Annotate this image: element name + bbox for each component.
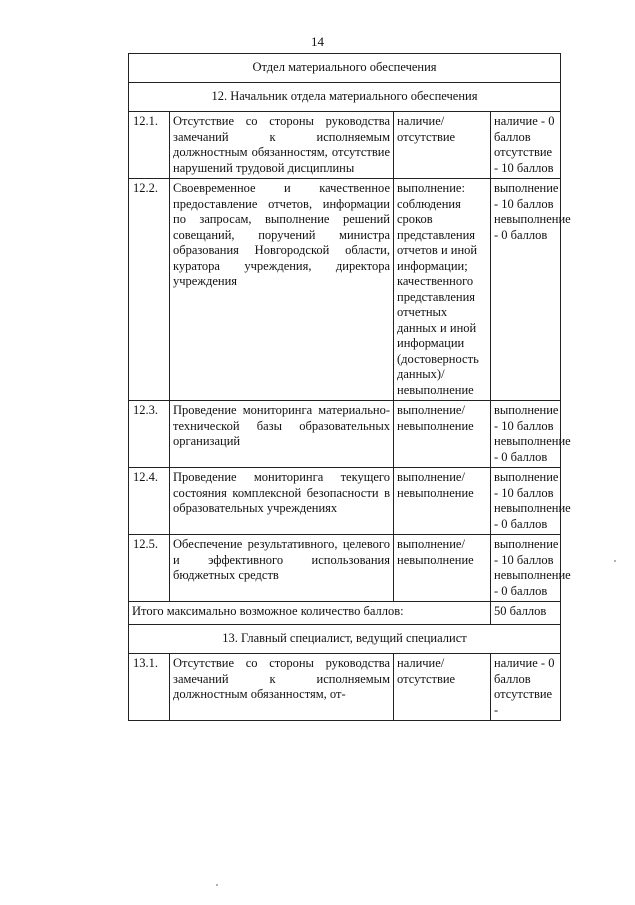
scan-speck bbox=[614, 560, 616, 562]
row-number: 13.1. bbox=[129, 654, 170, 721]
table-row bbox=[129, 535, 561, 602]
indicator-cell: выполнение/невыполнение bbox=[394, 401, 491, 468]
section-title: 13. Главный специалист, ведущий специалист bbox=[129, 625, 561, 654]
indicator-cell: наличие/отсутствие bbox=[394, 654, 491, 721]
criteria-table bbox=[128, 53, 571, 721]
score-cell: наличие - 0 баллов отсутствие - 10 баллов bbox=[491, 112, 561, 179]
score-cell: выполнение - 10 баллов невыполнение - 0 баллов bbox=[491, 468, 561, 535]
page-number: 14 bbox=[311, 34, 324, 49]
indicator-cell: выполнение/невыполнение bbox=[394, 535, 491, 602]
criterion-cell: Обеспечение результативного, целевого и эффективного использования бюджетных средств bbox=[170, 535, 394, 602]
score-cell: выполнение - 10 баллов невыполнение - 0 баллов bbox=[491, 535, 561, 602]
table-row bbox=[129, 401, 561, 468]
row-number: 12.4. bbox=[129, 468, 170, 535]
department-title: Отдел материального обеспечения bbox=[129, 54, 561, 83]
scan-speck bbox=[216, 884, 218, 886]
score-cell: наличие - 0 баллов отсутствие - bbox=[491, 654, 561, 721]
indicator-cell: выполнение: соблюдения сроков представления отчетов и иной информации; качественного представления отчетных данных и иной информации (достоверность данных)/невыполнение bbox=[394, 179, 491, 401]
table-row bbox=[129, 112, 561, 179]
row-number: 12.5. bbox=[129, 535, 170, 602]
indicator-cell: выполнение/невыполнение bbox=[394, 468, 491, 535]
table-row bbox=[129, 468, 561, 535]
indicator-cell: наличие/отсутствие bbox=[394, 112, 491, 179]
table-row bbox=[129, 179, 561, 401]
criterion-cell: Своевременное и качественное предоставление отчетов, информации по запросам, выполнение решений совещаний, поручений министра образования Новгородской области, куратора учреждения, директора учреждения bbox=[170, 179, 394, 401]
section-title: 12. Начальник отдела материального обеспечения bbox=[129, 83, 561, 112]
criterion-cell: Отсутствие со стороны руководства замечаний к исполняемым должностным обязанностям, отсутствие нарушений трудовой дисциплины bbox=[170, 112, 394, 179]
row-number: 12.1. bbox=[129, 112, 170, 179]
row-number: 12.3. bbox=[129, 401, 170, 468]
criterion-cell: Проведение мониторинга материально-технической базы образовательных организаций bbox=[170, 401, 394, 468]
department-header-row bbox=[129, 54, 561, 83]
criterion-cell: Проведение мониторинга текущего состояния комплексной безопасности в образовательных учреждениях bbox=[170, 468, 394, 535]
total-label: Итого максимально возможное количество баллов: bbox=[129, 602, 491, 625]
section-header-row bbox=[129, 83, 561, 112]
row-number: 12.2. bbox=[129, 179, 170, 401]
total-row bbox=[129, 602, 561, 625]
criterion-cell: Отсутствие со стороны руководства замечаний к исполняемым должностным обязанностям, от- bbox=[170, 654, 394, 721]
total-value: 50 баллов bbox=[491, 602, 561, 625]
table-row bbox=[129, 654, 561, 721]
score-cell: выполнение - 10 баллов невыполнение - 0 баллов bbox=[491, 179, 561, 401]
score-cell: выполнение - 10 баллов невыполнение - 0 баллов bbox=[491, 401, 561, 468]
section-header-row bbox=[129, 625, 561, 654]
